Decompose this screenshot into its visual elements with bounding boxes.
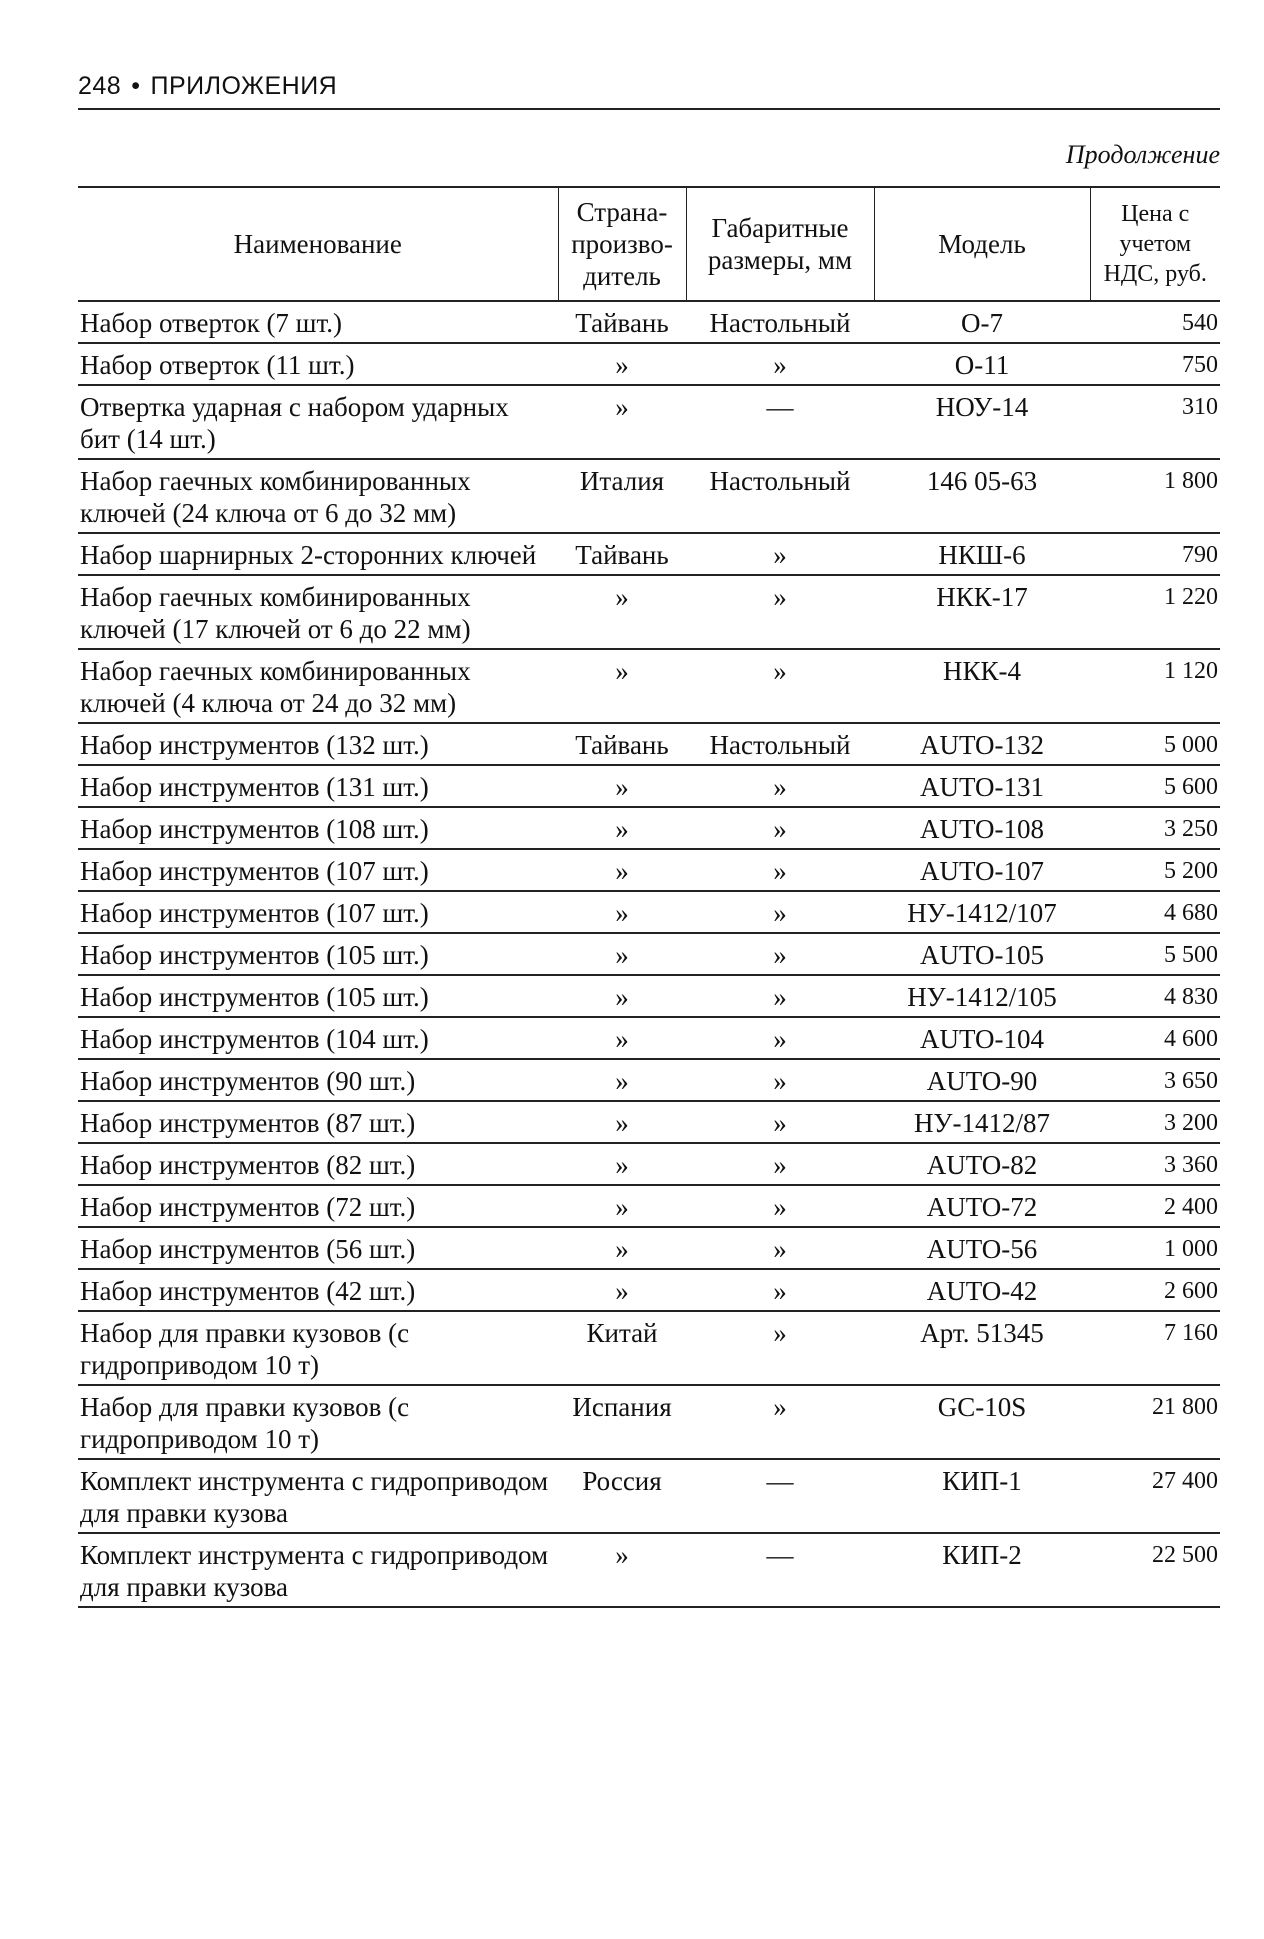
cell-model: НУ-1412/105 [874,975,1090,1017]
table-row [78,1385,1220,1459]
table-row [78,765,1220,807]
cell-country: » [558,575,686,649]
cell-model: НОУ-14 [874,385,1090,459]
cell-name: Набор инструментов (131 шт.) [78,765,558,807]
cell-price: 5 500 [1090,933,1220,975]
cell-model: AUTO-108 [874,807,1090,849]
cell-country: » [558,1269,686,1311]
cell-name: Набор для правки кузовов (с гидроприводом 10 т) [78,1385,558,1459]
cell-price: 5 600 [1090,765,1220,807]
cell-name: Набор инструментов (132 шт.) [78,723,558,765]
cell-country: Россия [558,1459,686,1533]
cell-price: 5 200 [1090,849,1220,891]
table-row [78,849,1220,891]
cell-price: 22 500 [1090,1533,1220,1607]
cell-name: Набор инструментов (82 шт.) [78,1143,558,1185]
cell-price: 1 000 [1090,1227,1220,1269]
cell-model: AUTO-105 [874,933,1090,975]
cell-price: 27 400 [1090,1459,1220,1533]
cell-price: 21 800 [1090,1385,1220,1459]
cell-country: » [558,807,686,849]
cell-price: 540 [1090,301,1220,343]
cell-model: НКК-17 [874,575,1090,649]
cell-name: Отвертка ударная с набором ударных бит (14 шт.) [78,385,558,459]
cell-price: 1 800 [1090,459,1220,533]
cell-model: AUTO-42 [874,1269,1090,1311]
cell-name: Набор инструментов (72 шт.) [78,1185,558,1227]
cell-country: » [558,1533,686,1607]
cell-model: AUTO-82 [874,1143,1090,1185]
cell-model: AUTO-132 [874,723,1090,765]
cell-model: НУ-1412/107 [874,891,1090,933]
cell-model: GC-10S [874,1385,1090,1459]
cell-name: Набор шарнирных 2-сторонних ключей [78,533,558,575]
cell-price: 5 000 [1090,723,1220,765]
cell-dimensions: » [686,343,874,385]
cell-country: » [558,1059,686,1101]
cell-country: » [558,1227,686,1269]
cell-model: О-11 [874,343,1090,385]
cell-model: AUTO-107 [874,849,1090,891]
cell-dimensions: » [686,1017,874,1059]
cell-name: Набор инструментов (107 шт.) [78,849,558,891]
cell-name: Набор инструментов (56 шт.) [78,1227,558,1269]
cell-name: Набор для правки кузовов (с гидроприводом 10 т) [78,1311,558,1385]
cell-country: » [558,343,686,385]
page-number: 248 [78,72,122,100]
table-row [78,459,1220,533]
cell-model: 146 05-63 [874,459,1090,533]
cell-model: КИП-1 [874,1459,1090,1533]
header-rule [78,108,1220,110]
cell-country: » [558,891,686,933]
cell-dimensions: » [686,1385,874,1459]
cell-dimensions: » [686,1059,874,1101]
col-header-dimensions: Габаритные размеры, мм [686,187,874,301]
table-row [78,807,1220,849]
cell-price: 2 400 [1090,1185,1220,1227]
col-header-name: Наименование [78,187,558,301]
table-row [78,1101,1220,1143]
cell-price: 4 680 [1090,891,1220,933]
table-row [78,1459,1220,1533]
cell-dimensions: » [686,849,874,891]
cell-model: AUTO-90 [874,1059,1090,1101]
cell-country: » [558,649,686,723]
cell-dimensions: » [686,575,874,649]
cell-dimensions: Настольный [686,301,874,343]
price-table [78,186,1220,1608]
cell-model: AUTO-56 [874,1227,1090,1269]
cell-model: AUTO-72 [874,1185,1090,1227]
cell-dimensions: » [686,649,874,723]
cell-dimensions: » [686,1227,874,1269]
cell-price: 4 830 [1090,975,1220,1017]
table-row [78,533,1220,575]
cell-dimensions: — [686,1533,874,1607]
cell-model: НКК-4 [874,649,1090,723]
cell-model: О-7 [874,301,1090,343]
cell-price: 3 650 [1090,1059,1220,1101]
cell-country: Италия [558,459,686,533]
cell-country: » [558,765,686,807]
table-row [78,1185,1220,1227]
cell-dimensions: » [686,1143,874,1185]
cell-price: 790 [1090,533,1220,575]
cell-country: Тайвань [558,533,686,575]
table-row [78,1269,1220,1311]
cell-name: Набор отверток (7 шт.) [78,301,558,343]
cell-price: 1 220 [1090,575,1220,649]
cell-country: Тайвань [558,301,686,343]
cell-dimensions: » [686,1311,874,1385]
continued-label: Продолжение [1065,140,1220,169]
cell-price: 3 360 [1090,1143,1220,1185]
cell-country: » [558,849,686,891]
col-header-price: Цена с учетом НДС, руб. [1090,187,1220,301]
cell-name: Набор инструментов (87 шт.) [78,1101,558,1143]
cell-country: » [558,1017,686,1059]
cell-price: 7 160 [1090,1311,1220,1385]
cell-name: Набор инструментов (105 шт.) [78,975,558,1017]
cell-dimensions: — [686,1459,874,1533]
cell-name: Комплект инструмента с гидроприводом для правки кузова [78,1533,558,1607]
table-row [78,385,1220,459]
cell-country: Тайвань [558,723,686,765]
table-row [78,1533,1220,1607]
cell-dimensions: » [686,1185,874,1227]
cell-dimensions: » [686,891,874,933]
cell-name: Набор инструментов (90 шт.) [78,1059,558,1101]
cell-model: НУ-1412/87 [874,1101,1090,1143]
cell-dimensions: — [686,385,874,459]
table-row [78,649,1220,723]
cell-name: Набор инструментов (105 шт.) [78,933,558,975]
table-row [78,1059,1220,1101]
cell-price: 310 [1090,385,1220,459]
cell-name: Набор инструментов (108 шт.) [78,807,558,849]
table-row [78,575,1220,649]
table-row [78,1017,1220,1059]
cell-country: Испания [558,1385,686,1459]
cell-price: 1 120 [1090,649,1220,723]
cell-dimensions: » [686,933,874,975]
cell-dimensions: » [686,765,874,807]
running-header [78,72,1220,101]
col-header-country: Страна-произво-дитель [558,187,686,301]
cell-country: » [558,1185,686,1227]
cell-price: 3 200 [1090,1101,1220,1143]
cell-name: Набор гаечных комбинированных ключей (24 ключа от 6 до 32 мм) [78,459,558,533]
cell-model: AUTO-131 [874,765,1090,807]
cell-dimensions: Настольный [686,723,874,765]
cell-name: Набор отверток (11 шт.) [78,343,558,385]
cell-name: Набор гаечных комбинированных ключей (4 ключа от 24 до 32 мм) [78,649,558,723]
table-row [78,723,1220,765]
table-row [78,301,1220,343]
cell-name: Комплект инструмента с гидроприводом для правки кузова [78,1459,558,1533]
header-separator: • [131,72,141,100]
cell-country: » [558,975,686,1017]
cell-country: » [558,933,686,975]
table-row [78,975,1220,1017]
cell-model: AUTO-104 [874,1017,1090,1059]
table-row [78,343,1220,385]
table-row [78,891,1220,933]
cell-model: Арт. 51345 [874,1311,1090,1385]
table-body [78,301,1220,1607]
table-row [78,1227,1220,1269]
cell-price: 2 600 [1090,1269,1220,1311]
cell-dimensions: » [686,975,874,1017]
cell-name: Набор инструментов (104 шт.) [78,1017,558,1059]
cell-dimensions: » [686,1269,874,1311]
cell-name: Набор инструментов (42 шт.) [78,1269,558,1311]
table-row [78,1143,1220,1185]
section-title: ПРИЛОЖЕНИЯ [150,72,338,100]
cell-model: НКШ-6 [874,533,1090,575]
cell-country: » [558,1143,686,1185]
table-row [78,933,1220,975]
cell-name: Набор инструментов (107 шт.) [78,891,558,933]
table-row [78,1311,1220,1385]
cell-price: 4 600 [1090,1017,1220,1059]
cell-dimensions: Настольный [686,459,874,533]
table-header-row [78,187,1220,301]
cell-country: » [558,385,686,459]
cell-country: » [558,1101,686,1143]
cell-dimensions: » [686,533,874,575]
cell-price: 3 250 [1090,807,1220,849]
cell-country: Китай [558,1311,686,1385]
cell-price: 750 [1090,343,1220,385]
cell-name: Набор гаечных комбинированных ключей (17 ключей от 6 до 22 мм) [78,575,558,649]
cell-dimensions: » [686,1101,874,1143]
cell-dimensions: » [686,807,874,849]
cell-model: КИП-2 [874,1533,1090,1607]
col-header-model: Модель [874,187,1090,301]
